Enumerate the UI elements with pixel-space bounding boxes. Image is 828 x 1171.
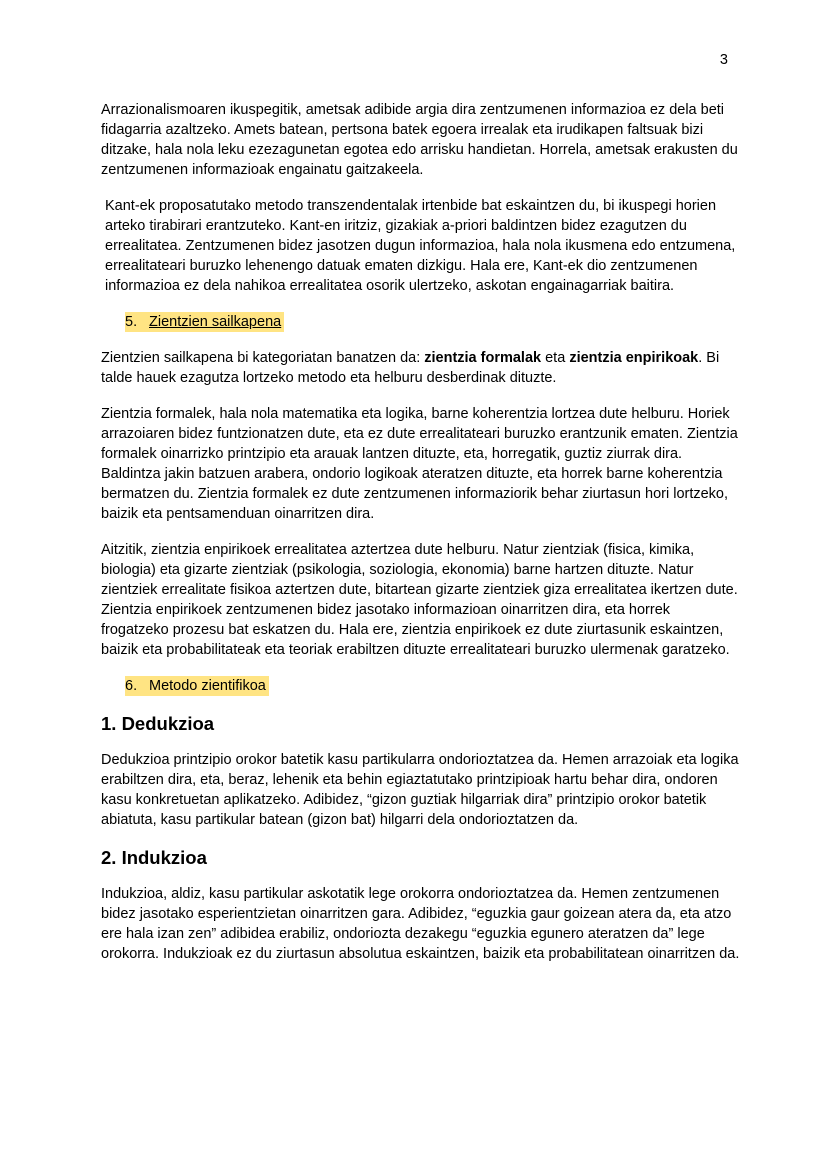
- section-heading-6: [125, 676, 741, 696]
- section-5-title: Zientzien sailkapena: [149, 314, 282, 330]
- classification-text-after: . Bi talde hauek ezagutza lortzeko metodo eta helburu desberdinak dituzte.: [101, 350, 720, 386]
- page-content: [101, 100, 741, 980]
- paragraph-induction: Indukzioa, aldiz, kasu partikular askotatik lege orokorra ondorioztatzea da. Hemen zentzumenen bidez jasotako esperientzietan oinarritzen gara. Adibidez, “eguzkia gaur goizean atera da, eta atzo ere hala izan zen” adibidea erabiliz, ondorioztа dezakegu “eguzkia egunero ateratzen da” lege orokorra. Indukzioak ez du ziurtasun absolutua eskaintzen, baizik eta probabilitatean oinarritzen da.: [101, 886, 740, 962]
- classification-text-middle: eta: [541, 350, 570, 366]
- classification-bold-empirical: zientzia enpirikoak: [569, 350, 699, 366]
- classification-bold-formal: zientzia formalak: [424, 350, 542, 366]
- section-6-number: 6.: [125, 678, 138, 694]
- section-6-highlight: [125, 676, 269, 696]
- paragraph-deduction: Dedukzioa printzipio orokor batetik kasu partikularra ondorioztatzea da. Hemen arrazoiak eta logika erabiltzen dira, eta, beraz, lehenik eta behin egiaztatutako printzipioak hartu behar dira, ondoren kasu konkretuetan aplikatzeko. Adibidez, “gizon guztiak hilgarriak dira” printzipio orokor batetik abiatuta, kasu partikular batean (gizon bat) hilgarri dela ondorioztatzen da.: [101, 752, 739, 828]
- heading-induction: 2. Indukzioa: [101, 847, 207, 868]
- paragraph-rationalism: Arrazionalismoaren ikuspegitik, ametsak adibide argia dira zentzumenen informazioa ez dela beti fidagarria azaltzeko. Amets batean, pertsona batek egoera irrealak eta irudikapen faltsuak bizi ditzake, hala nola leku ezezagunetan egotea edo arrisku handietan. Horrela, ametsak erakusten du zentzumenen informazioak engainatu gaitzakeela.: [101, 102, 738, 178]
- paragraph-kant: Kant-ek proposatutako metodo transzendentalak irtenbide bat eskaintzen du, bi ikuspegi horien arteko tirabirari erantzuteko. Kant-en iritziz, gizakiak a-priori baldintzen bidez ezagutzen du errealitatea. Zentzumenen bidez jasotzen dugun informazioa, hala nola ikusmena edo entzumena, errealitateari buruzko lehenengo datuak ematen dizkigu. Hala ere, Kant-ek dio zentzumenen informazioa ez dela nahikoa errealitatea osorik ulertzeko, askotan engainagarriak baitira.: [105, 198, 736, 294]
- paragraph-classification: [101, 348, 741, 388]
- section-5-number: 5.: [125, 314, 138, 330]
- section-5-highlight: [125, 312, 284, 332]
- section-heading-5: [125, 312, 741, 332]
- section-6-title: Metodo zientifikoa: [149, 678, 266, 694]
- heading-deduction: 1. Dedukzioa: [101, 713, 215, 734]
- page-number: 3: [719, 52, 728, 68]
- paragraph-empirical-sciences: Aitzitik, zientzia enpirikoek errealitatea aztertzea dute helburu. Natur zientziak (fisica, kimika, biologia) eta gizarte zientziak (psikologia, soziologia, ekonomia) barne hartzen dituzte. Natur zientziek errealitate fisikoa aztertzen dute, bitartean gizarte zientziek giza errealitatea ikertzen dute. Zientzia enpirikoek zentzumenen bidez jasotako informazioan oinarritzen dira, eta horrek frogatzeko prozesu bat eskatzen du. Hala ere, zientzia enpirikoek ez dute ziurtasunik eskaintzen, baizik eta probabilitateak eta teoriak erabiltzen dituzte errealitateari buruzko ulermenak garatzeko.: [101, 542, 738, 658]
- classification-text-before: Zientzien sailkapena bi kategoriatan banatzen da:: [101, 350, 425, 366]
- paragraph-formal-sciences: Zientzia formalek, hala nola matematika eta logika, barne koherentzia lortzea dute helburu. Horiek arrazoiaren bidez funtzionatzen dute, eta ez dute errealitateari buruzko erantzunik ematen. Zientzia formalek oinarrizko printzipio eta arauak lantzen dituzte, eta, horregatik, guztiz ziurrak dira. Baldintza jakin batzuen arabera, ondorio logikoak ateratzen dituzte, eta horrek barne koherentzia bermatzen du. Zientzia formalek ez dute zentzumenen informaziorik behar ziurtasun hori lortzeko, baizik eta pentsamenduan oinarritzen dira.: [101, 406, 738, 522]
